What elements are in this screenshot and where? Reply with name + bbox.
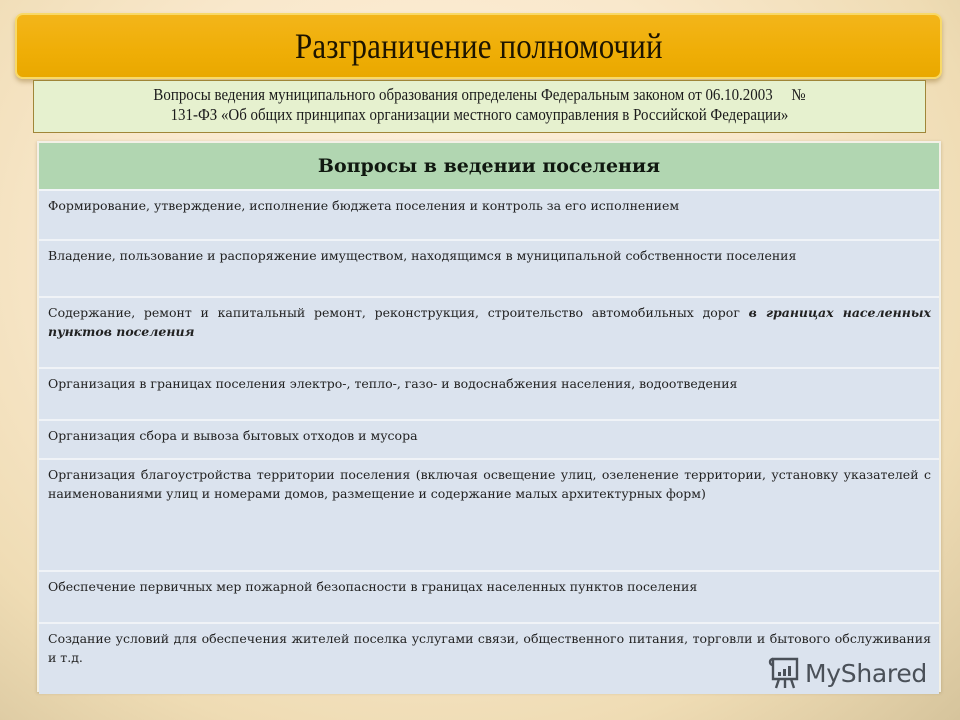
myshared-watermark bbox=[767, 655, 927, 691]
table-row bbox=[39, 298, 939, 369]
table-row bbox=[39, 191, 939, 241]
slide-title: Разграничение полномочий bbox=[294, 26, 663, 66]
watermark-text: MyShared bbox=[805, 658, 927, 688]
row-text: Организация благоустройства территории поселения (включая освещение улиц, озеленение территории, установку указателей с наименованиями улиц и номерами домов, размещение и содержание малых архитектурных форм) bbox=[48, 467, 931, 501]
row-text: Организация сбора и вывоза бытовых отходов и мусора bbox=[48, 428, 418, 443]
table-row bbox=[39, 460, 939, 572]
slide-title-bar bbox=[15, 13, 942, 79]
row-text: Владение, пользование и распоряжение имуществом, находящимся в муниципальной собственности поселения bbox=[48, 248, 797, 263]
law-reference-line-2: 131-ФЗ «Об общих принципах организации местного самоуправления в Российской Федерации» bbox=[170, 105, 789, 124]
table-row bbox=[39, 241, 939, 298]
table-row bbox=[39, 369, 939, 421]
table-header bbox=[39, 143, 939, 191]
row-text: Обеспечение первичных мер пожарной безопасности в границах населенных пунктов поселения bbox=[48, 579, 698, 594]
row-text: Создание условий для обеспечения жителей поселка услугами связи, общественного питания, торговли и бытового обслуживания и т.д. bbox=[48, 631, 931, 665]
law-reference-note bbox=[33, 80, 926, 133]
row-text: Организация в границах поселения электро-, тепло-, газо- и водоснабжения населения, водоотведения bbox=[48, 376, 738, 391]
table-header-title: Вопросы в ведении поселения bbox=[317, 155, 661, 177]
presentation-board-icon bbox=[767, 655, 801, 691]
row-text: Содержание, ремонт и капитальный ремонт, реконструкция, строительство автомобильных дорог bbox=[48, 305, 740, 320]
table-body bbox=[39, 191, 939, 694]
law-reference-line-1: Вопросы ведения муниципального образования определены Федеральным законом от 06.10.2003 № bbox=[153, 85, 806, 104]
table-row bbox=[39, 421, 939, 460]
powers-table bbox=[37, 141, 941, 692]
table-row bbox=[39, 572, 939, 624]
row-emphasis-text: в границах населенных пунктов поселения bbox=[48, 305, 931, 339]
row-text: Формирование, утверждение, исполнение бюджета поселения и контроль за его исполнением bbox=[48, 198, 680, 213]
